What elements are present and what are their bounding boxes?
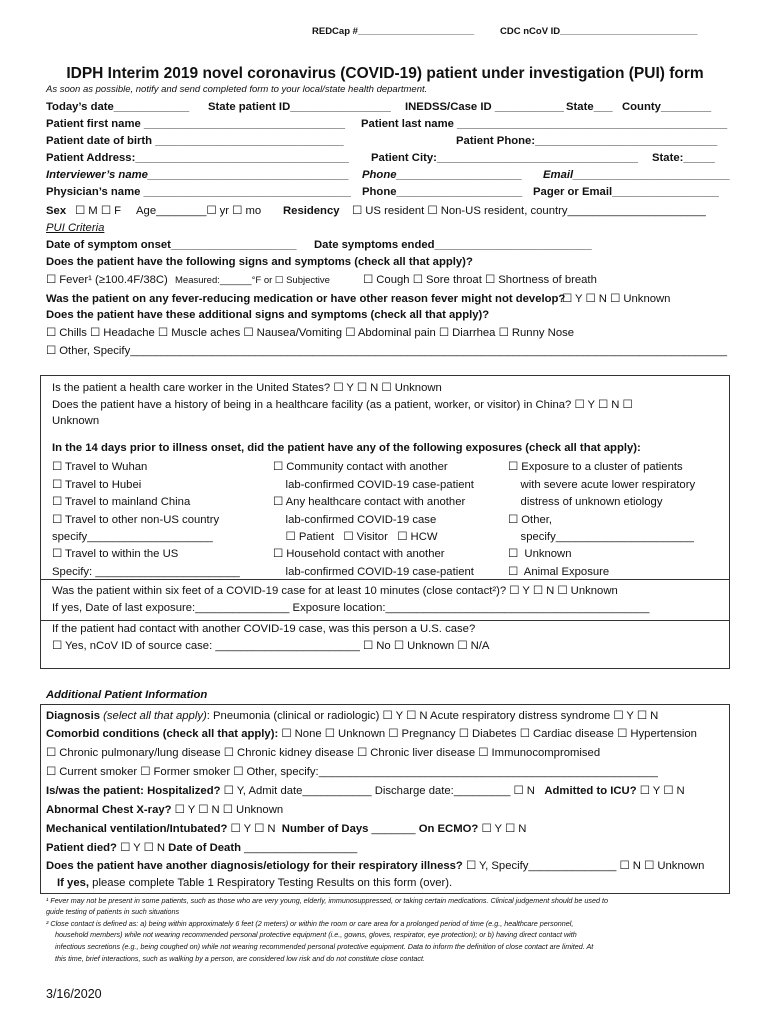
fever-medication-answer[interactable]: ☐ Y ☐ N ☐ Unknown	[562, 293, 671, 305]
xray-options[interactable]: ☐ Y ☐ N ☐ Unknown	[171, 804, 284, 816]
xray-row[interactable]	[46, 803, 283, 818]
footnote-1: ¹ Fever may not be present in some patients, such as those who are very young, elderly, immunosuppressed, or taking certain medications. Clinical judgement should be used to	[46, 896, 608, 905]
diagnosis-options[interactable]: : Pneumonia (clinical or radiologic) ☐ Y ☐ N Acute respiratory distress syndrome ☐ Y ☐ N	[206, 710, 659, 722]
other-diagnosis-row[interactable]	[46, 859, 704, 874]
hospitalized-label: Is/was the patient: Hospitalized?	[46, 785, 221, 797]
additional-symptoms-question: Does the patient have these additional signs and symptoms (check all that apply)?	[46, 309, 490, 321]
interviewer-email-field[interactable]: Email_________________________	[543, 169, 731, 181]
exposure-option-text: lab-confirmed COVID-19 case-patient	[273, 479, 474, 491]
state-patient-id-field[interactable]: State patient ID________________	[208, 101, 391, 113]
patient-city-field[interactable]: Patient City:________________________________	[371, 152, 638, 164]
symptoms-question: Does the patient have the following signs and symptoms (check all that apply)?	[46, 256, 473, 268]
exposure-specify[interactable]: specify____________________	[52, 531, 213, 543]
divider	[40, 620, 730, 621]
exposure-option-text: lab-confirmed COVID-19 case	[273, 514, 437, 526]
fever-measured-field[interactable]: Measured:______°F or ☐ Subjective	[175, 275, 330, 286]
last-name-field[interactable]: Patient last name ___________________________________________	[361, 118, 728, 130]
interviewer-name-field[interactable]: Interviewer’s name________________________________	[46, 169, 349, 181]
comorbid-row[interactable]	[46, 727, 697, 742]
physician-name-field[interactable]: Physician’s name _________________________________	[46, 186, 351, 198]
exposure-option[interactable]: ☐ Travel to Wuhan	[52, 461, 148, 473]
died-label: Patient died?	[46, 842, 117, 854]
comorbid-options-2[interactable]: ☐ Chronic pulmonary/lung disease ☐ Chronic kidney disease ☐ Chronic liver disease ☐ Immunocompromised	[46, 747, 601, 759]
county-field[interactable]: County________	[622, 101, 712, 113]
footnote-2-cont: household members) while not wearing recommended personal protective equipment (i.e., gowns, gloves, respirator, eye protection); or b) having direct contact with	[55, 930, 577, 939]
smoker-options[interactable]: ☐ Current smoker ☐ Former smoker ☐ Other, specify:______________________________________________________	[46, 766, 658, 778]
exposure-specify[interactable]: Specify: _______________________	[52, 566, 240, 578]
footnote-1-cont: guide testing of patients in such situations	[46, 907, 180, 916]
exposure-option[interactable]: ☐ Unknown	[508, 548, 572, 560]
days-label: Number of Days	[281, 823, 369, 835]
age-field[interactable]: Age________☐ yr ☐ mo	[136, 205, 262, 217]
contact-type-checkboxes[interactable]: ☐ Patient ☐ Visitor ☐ HCW	[273, 531, 438, 543]
china-facility-unknown[interactable]: Unknown	[52, 415, 100, 427]
exposure-option[interactable]: ☐ Travel to other non-US country	[52, 514, 220, 526]
other-diagnosis-options[interactable]: ☐ Y, Specify______________ ☐ N ☐ Unknown	[462, 860, 705, 872]
icu-options[interactable]: ☐ Y ☐ N	[636, 785, 685, 797]
diagnosis-hint: (select all that apply)	[103, 710, 207, 722]
ventilation-label: Mechanical ventilation/Intubated?	[46, 823, 228, 835]
exposure-option[interactable]: ☐ Other,	[508, 514, 553, 526]
death-date-label: Date of Death	[168, 842, 241, 854]
days-field[interactable]: _______	[368, 823, 419, 835]
comorbid-options[interactable]: ☐ None ☐ Unknown ☐ Pregnancy ☐ Diabetes ☐ Cardiac disease ☐ Hypertension	[278, 728, 697, 740]
ecmo-label: On ECMO?	[418, 823, 479, 835]
exposure-option[interactable]: ☐ Community contact with another	[273, 461, 448, 473]
close-contact-question[interactable]: Was the patient within six feet of a COVID-19 case for at least 10 minutes (close contact²)? ☐ Y ☐ N ☐ Unknown	[52, 585, 618, 597]
patient-address-field[interactable]: Patient Address:__________________________________	[46, 152, 349, 164]
other-diagnosis-label: Does the patient have another diagnosis/etiology for their respiratory illness?	[46, 860, 463, 872]
residency-checkboxes[interactable]: ☐ US resident ☐ Non-US resident, country______________________	[352, 205, 706, 217]
table-instruction: If yes, please complete Table 1 Respiratory Testing Results on this form (over).	[57, 877, 453, 889]
pui-criteria-heading: PUI Criteria	[46, 222, 105, 234]
exposure-option[interactable]: ☐ Any healthcare contact with another	[273, 496, 466, 508]
xray-label: Abnormal Chest X-ray?	[46, 804, 172, 816]
china-facility-question[interactable]: Does the patient have a history of being in a healthcare facility (as a patient, worker, or visitor) in China? ☐ Y ☐ N ☐	[52, 399, 633, 411]
us-case-question: If the patient had contact with another COVID-19 case, was this person a U.S. case?	[52, 623, 476, 635]
other-symptom-field[interactable]: ☐ Other, Specify_______________________________________________________________________________________________	[46, 345, 728, 357]
ecmo-options[interactable]: ☐ Y ☐ N	[478, 823, 527, 835]
died-options[interactable]: ☐ Y ☐ N	[116, 842, 169, 854]
patient-phone-field[interactable]: Patient Phone:_____________________________	[456, 135, 718, 147]
exposure-specify[interactable]: specify______________________	[508, 531, 694, 543]
additional-info-heading: Additional Patient Information	[46, 689, 208, 701]
hcw-question[interactable]: Is the patient a health care worker in the United States? ☐ Y ☐ N ☐ Unknown	[52, 382, 442, 394]
fever-checkbox[interactable]: ☐ Fever¹ (≥100.4F/38C)	[46, 274, 168, 286]
sex-label: Sex	[46, 205, 67, 217]
died-row[interactable]	[46, 841, 357, 856]
footnote-2-cont: this time, brief interactions, such as walking by a person, are considered low risk and do not constitute close contact.	[55, 954, 425, 963]
footnote-2-cont: infectious secretions (e.g., being coughed on) while not wearing recommended personal protective equipment. Data to inform the definition of close contact are limited. At	[55, 942, 594, 951]
diagnosis-label: Diagnosis	[46, 710, 100, 722]
exposure-option-text: with severe acute lower respiratory	[508, 479, 696, 491]
diagnosis-row[interactable]	[46, 709, 658, 724]
exposure-option[interactable]: ☐ Travel to mainland China	[52, 496, 191, 508]
interviewer-phone-field[interactable]: Phone____________________	[362, 169, 523, 181]
date-of-birth-field[interactable]: Patient date of birth ______________________________	[46, 135, 344, 147]
symptom-checkboxes[interactable]: ☐ Cough ☐ Sore throat ☐ Shortness of breath	[363, 274, 597, 286]
subtitle: As soon as possible, notify and send completed form to your local/state health department.	[46, 84, 428, 95]
exposure-option[interactable]: ☐ Exposure to a cluster of patients	[508, 461, 683, 473]
hospitalized-row[interactable]	[46, 784, 685, 799]
fever-medication-question: Was the patient on any fever-reducing medication or have other reason fever might not develop?	[46, 293, 566, 305]
residency-label: Residency	[283, 205, 340, 217]
exposure-option[interactable]: ☐ Travel to within the US	[52, 548, 179, 560]
form-date: 3/16/2020	[46, 987, 102, 1001]
us-case-answer[interactable]: ☐ Yes, nCoV ID of source case: _______________________ ☐ No ☐ Unknown ☐ N/A	[52, 640, 490, 652]
pager-email-field[interactable]: Pager or Email_________________	[533, 186, 719, 198]
patient-state-field[interactable]: State:_____	[652, 152, 715, 164]
redcap-field[interactable]: REDCap #______________________	[312, 26, 475, 37]
hospitalized-options[interactable]: ☐ Y, Admit date___________ Discharge date:_________ ☐ N	[220, 785, 535, 797]
exposure-heading: In the 14 days prior to illness onset, did the patient have any of the following exposures (check all that apply):	[52, 442, 641, 454]
icu-label: Admitted to ICU?	[544, 785, 637, 797]
additional-symptom-checkboxes[interactable]: ☐ Chills ☐ Headache ☐ Muscle aches ☐ Nausea/Vomiting ☐ Abdominal pain ☐ Diarrhea ☐ Runny Nose	[46, 327, 575, 339]
physician-phone-field[interactable]: Phone____________________	[362, 186, 523, 198]
ventilation-options[interactable]: ☐ Y ☐ N	[227, 823, 279, 835]
exposure-option[interactable]: ☐ Travel to Hubei	[52, 479, 142, 491]
symptoms-ended-field[interactable]: Date symptoms ended_________________________	[314, 239, 592, 251]
page-title: IDPH Interim 2019 novel coronavirus (COVID-19) patient under investigation (PUI) form	[66, 65, 704, 82]
todays-date-field[interactable]: Today’s date____________	[46, 101, 190, 113]
cdc-ncov-id-field[interactable]: CDC nCoV ID__________________________	[500, 26, 698, 37]
comorbid-label: Comorbid conditions (check all that apply):	[46, 728, 279, 740]
state-field[interactable]: State___	[566, 101, 613, 113]
exposure-option[interactable]: ☐ Household contact with another	[273, 548, 445, 560]
exposure-option[interactable]: ☐ Animal Exposure	[508, 566, 610, 578]
first-name-field[interactable]: Patient first name ________________________________	[46, 118, 345, 130]
exposure-option-text: distress of unknown etiology	[508, 496, 663, 508]
footnote-2: ² Close contact is defined as: a) being within approximately 6 feet (2 meters) or within the room or care area for a prolonged period of time (e.g., healthcare personnel,	[46, 919, 574, 928]
sex-checkboxes[interactable]: ☐ M ☐ F	[75, 205, 121, 217]
inedss-case-id-field[interactable]: INEDSS/Case ID ___________	[405, 101, 564, 113]
death-date-field[interactable]: __________________	[240, 842, 358, 854]
last-exposure-field[interactable]: If yes, Date of last exposure:_______________ Exposure location:__________________________________________	[52, 602, 650, 614]
ventilation-row[interactable]	[46, 822, 526, 837]
symptom-onset-field[interactable]: Date of symptom onset____________________	[46, 239, 297, 251]
exposure-option-text: lab-confirmed COVID-19 case-patient	[273, 566, 474, 578]
